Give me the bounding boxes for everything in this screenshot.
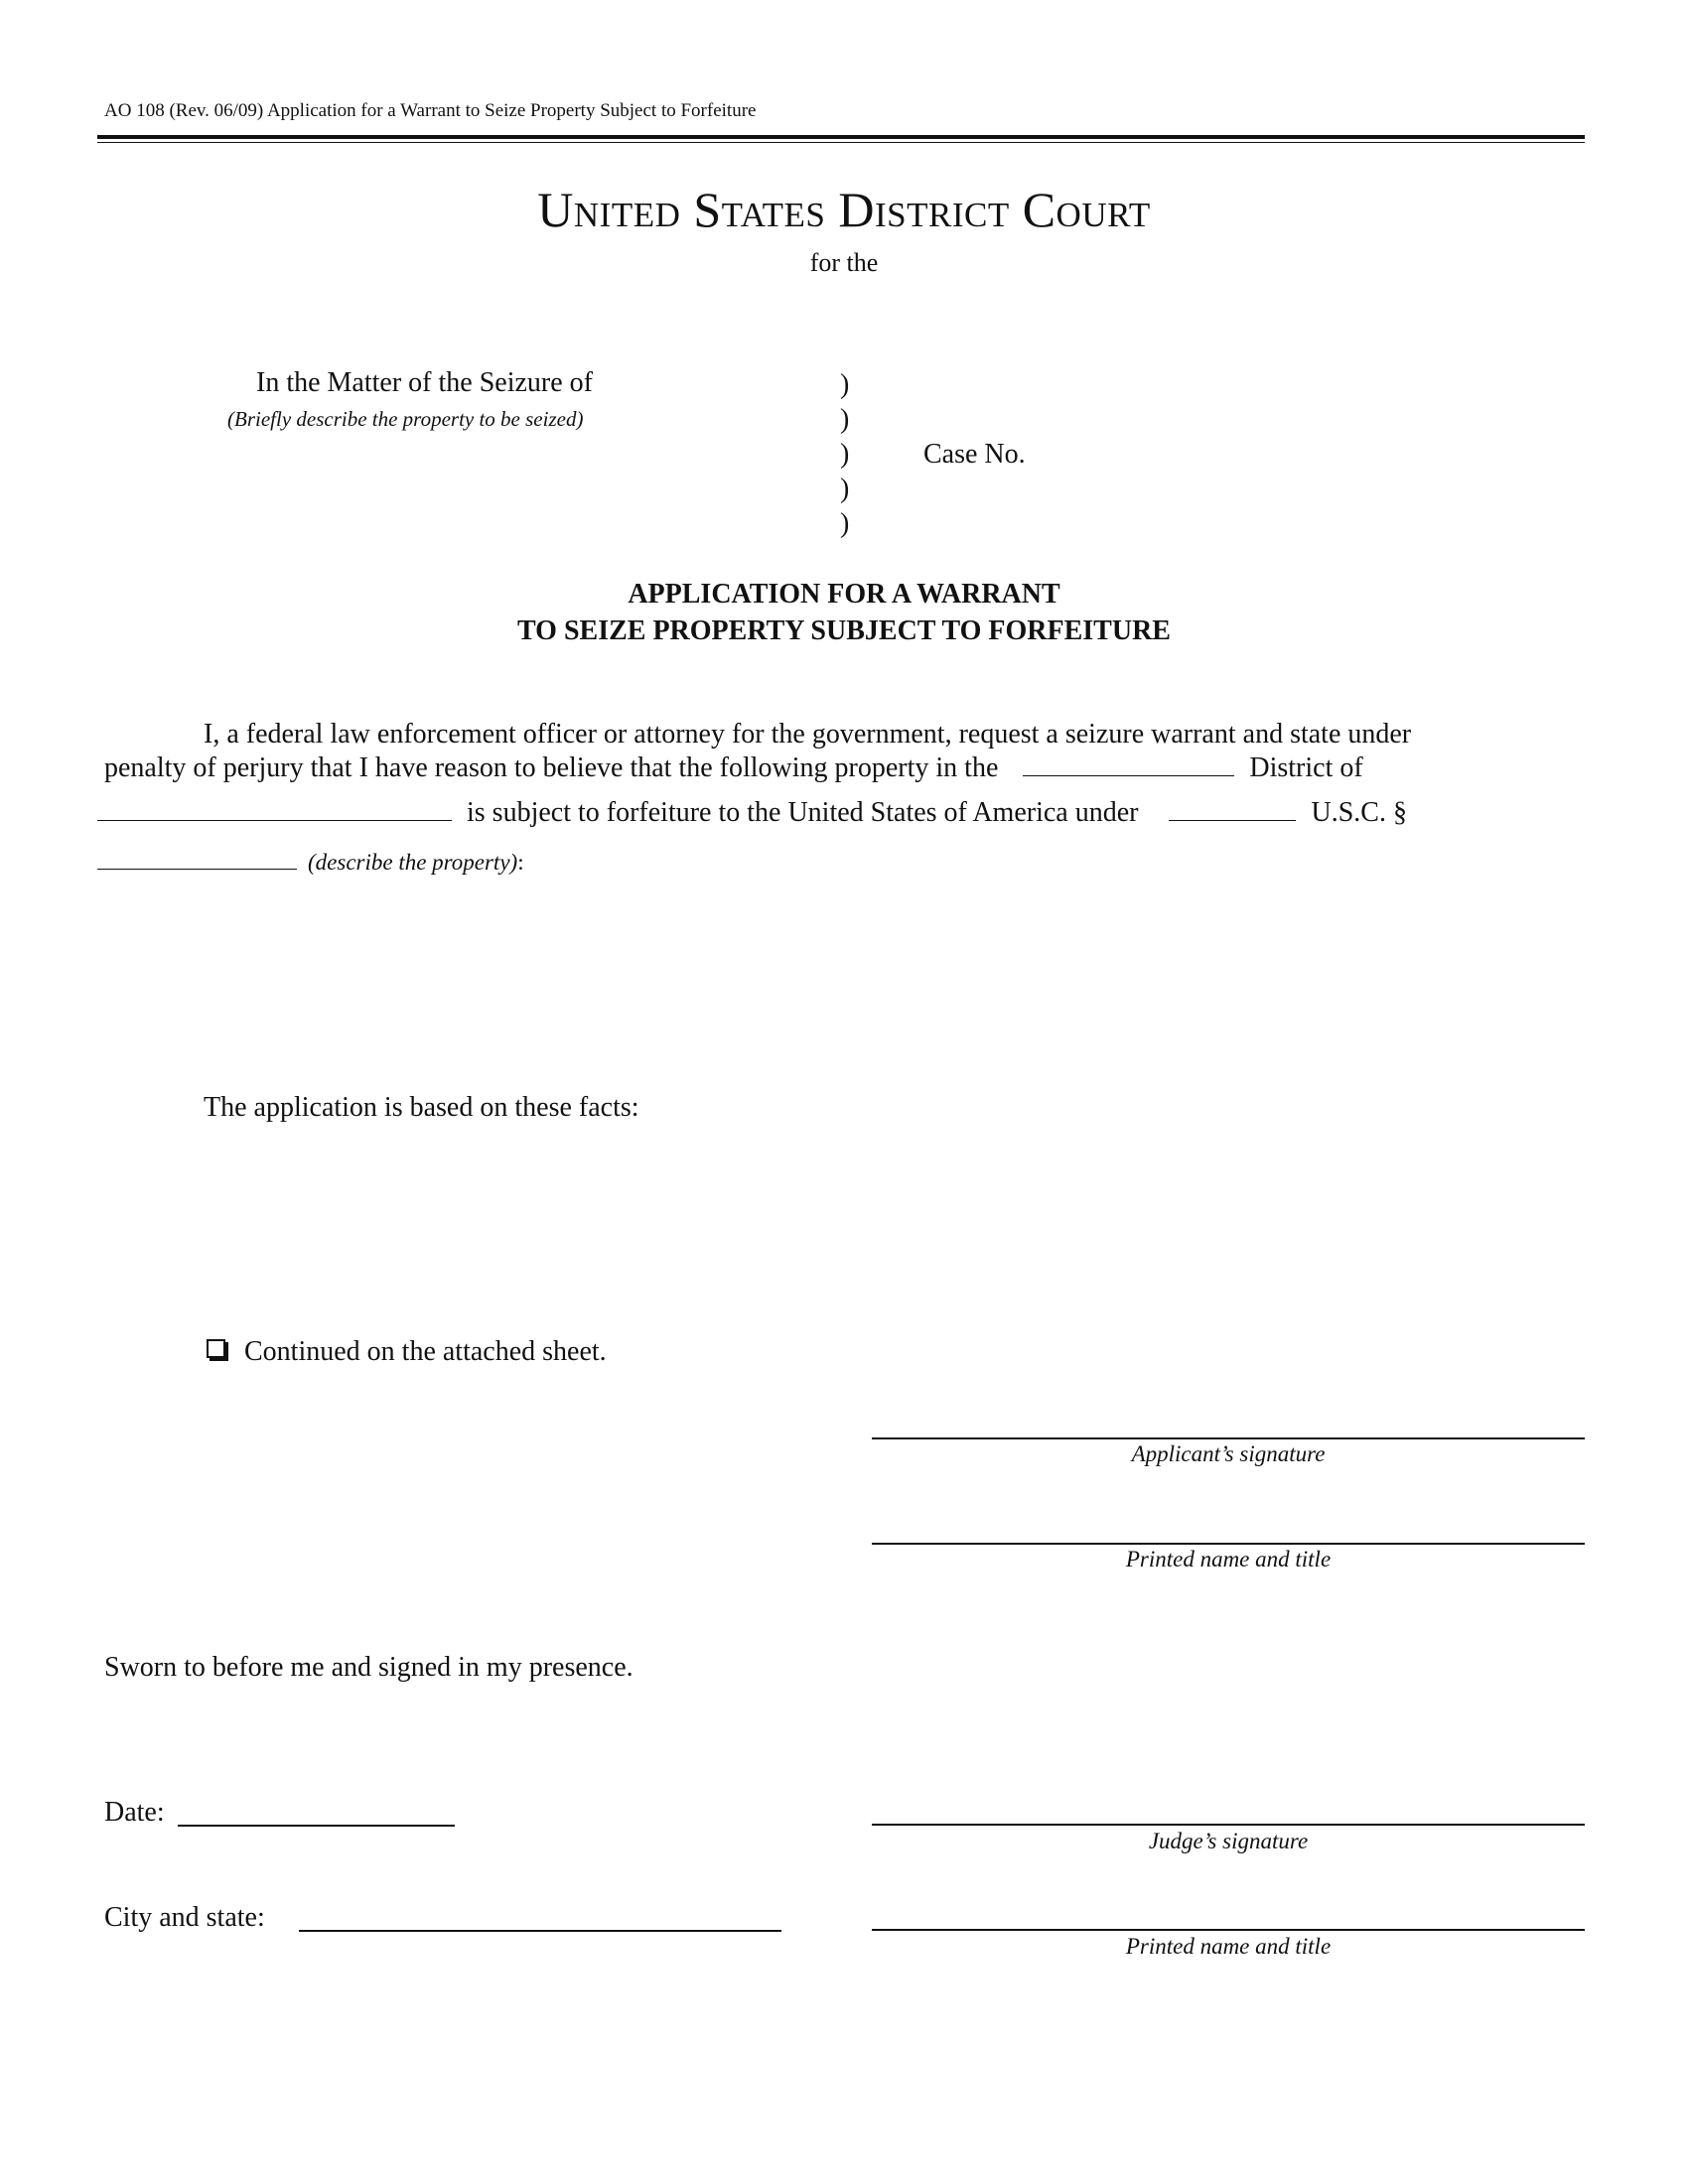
judge-signature-line[interactable] bbox=[872, 1824, 1585, 1826]
date-label: Date: bbox=[104, 1797, 165, 1828]
request-line-1: I, a federal law enforcement officer or attorney for the government, request a seizure warrant and state under bbox=[204, 719, 1412, 750]
applicant-printed-name-line[interactable] bbox=[872, 1543, 1585, 1545]
describe-property-hint: (describe the property) bbox=[308, 850, 518, 875]
application-title-line2: TO SEIZE PROPERTY SUBJECT TO FORFEITURE bbox=[517, 615, 1171, 646]
sworn-statement: Sworn to before me and signed in my presence. bbox=[104, 1652, 633, 1683]
continued-row bbox=[207, 1336, 607, 1368]
request-line-2 bbox=[104, 752, 1363, 784]
judge-printed-name-label: Printed name and title bbox=[1125, 1934, 1332, 1959]
request-line-2-text-b: District of bbox=[1249, 752, 1363, 783]
matter-label: In the Matter of the Seizure of bbox=[256, 367, 593, 398]
matter-hint: (Briefly describe the property to be seized) bbox=[227, 407, 584, 431]
court-subtitle: for the bbox=[809, 248, 879, 277]
property-description-field[interactable] bbox=[227, 437, 823, 541]
usc-section-field[interactable] bbox=[97, 847, 297, 870]
header-rule-thin bbox=[97, 142, 1585, 143]
district-name-field[interactable] bbox=[97, 798, 452, 821]
city-state-field[interactable] bbox=[299, 1930, 781, 1932]
property-description-area[interactable] bbox=[97, 893, 1585, 1092]
applicant-signature-line[interactable] bbox=[872, 1437, 1585, 1439]
request-line-3-text-a: is subject to forfeiture to the United States of America under bbox=[467, 797, 1139, 828]
judge-signature-label: Judge’s signature bbox=[1148, 1829, 1309, 1853]
form-identifier: AO 108 (Rev. 06/09) Application for a Warrant to Seize Property Subject to Forfeiture bbox=[104, 100, 757, 121]
request-line-3-text-b: U.S.C. § bbox=[1311, 797, 1407, 828]
header-rule-thick bbox=[97, 135, 1585, 139]
request-line-2-text-a: penalty of perjury that I have reason to believe that the following property in the bbox=[104, 752, 999, 783]
applicant-printed-name-label: Printed name and title bbox=[1125, 1547, 1332, 1571]
application-title bbox=[0, 576, 1688, 649]
request-line-4 bbox=[97, 846, 524, 878]
continued-checkbox[interactable] bbox=[207, 1339, 225, 1358]
court-title: United States District Court bbox=[537, 182, 1151, 237]
facts-label: The application is based on these facts: bbox=[204, 1092, 639, 1123]
describe-property-colon: : bbox=[517, 850, 524, 875]
caption-parentheses: ) ) ) ) ) bbox=[840, 369, 850, 539]
case-number-field[interactable] bbox=[1038, 439, 1534, 473]
date-field[interactable] bbox=[178, 1825, 455, 1827]
judge-printed-name-line[interactable] bbox=[872, 1929, 1585, 1931]
applicant-signature-label: Applicant’s signature bbox=[1131, 1441, 1326, 1466]
judicial-district-field[interactable] bbox=[1023, 753, 1234, 776]
usc-title-field[interactable] bbox=[1169, 798, 1296, 821]
city-state-label: City and state: bbox=[104, 1902, 265, 1933]
request-line-3 bbox=[97, 797, 1407, 829]
application-title-line1: APPLICATION FOR A WARRANT bbox=[628, 579, 1060, 610]
facts-area[interactable] bbox=[97, 1142, 1585, 1320]
continued-label: Continued on the attached sheet. bbox=[244, 1336, 607, 1367]
case-number-label: Case No. bbox=[923, 439, 1026, 470]
